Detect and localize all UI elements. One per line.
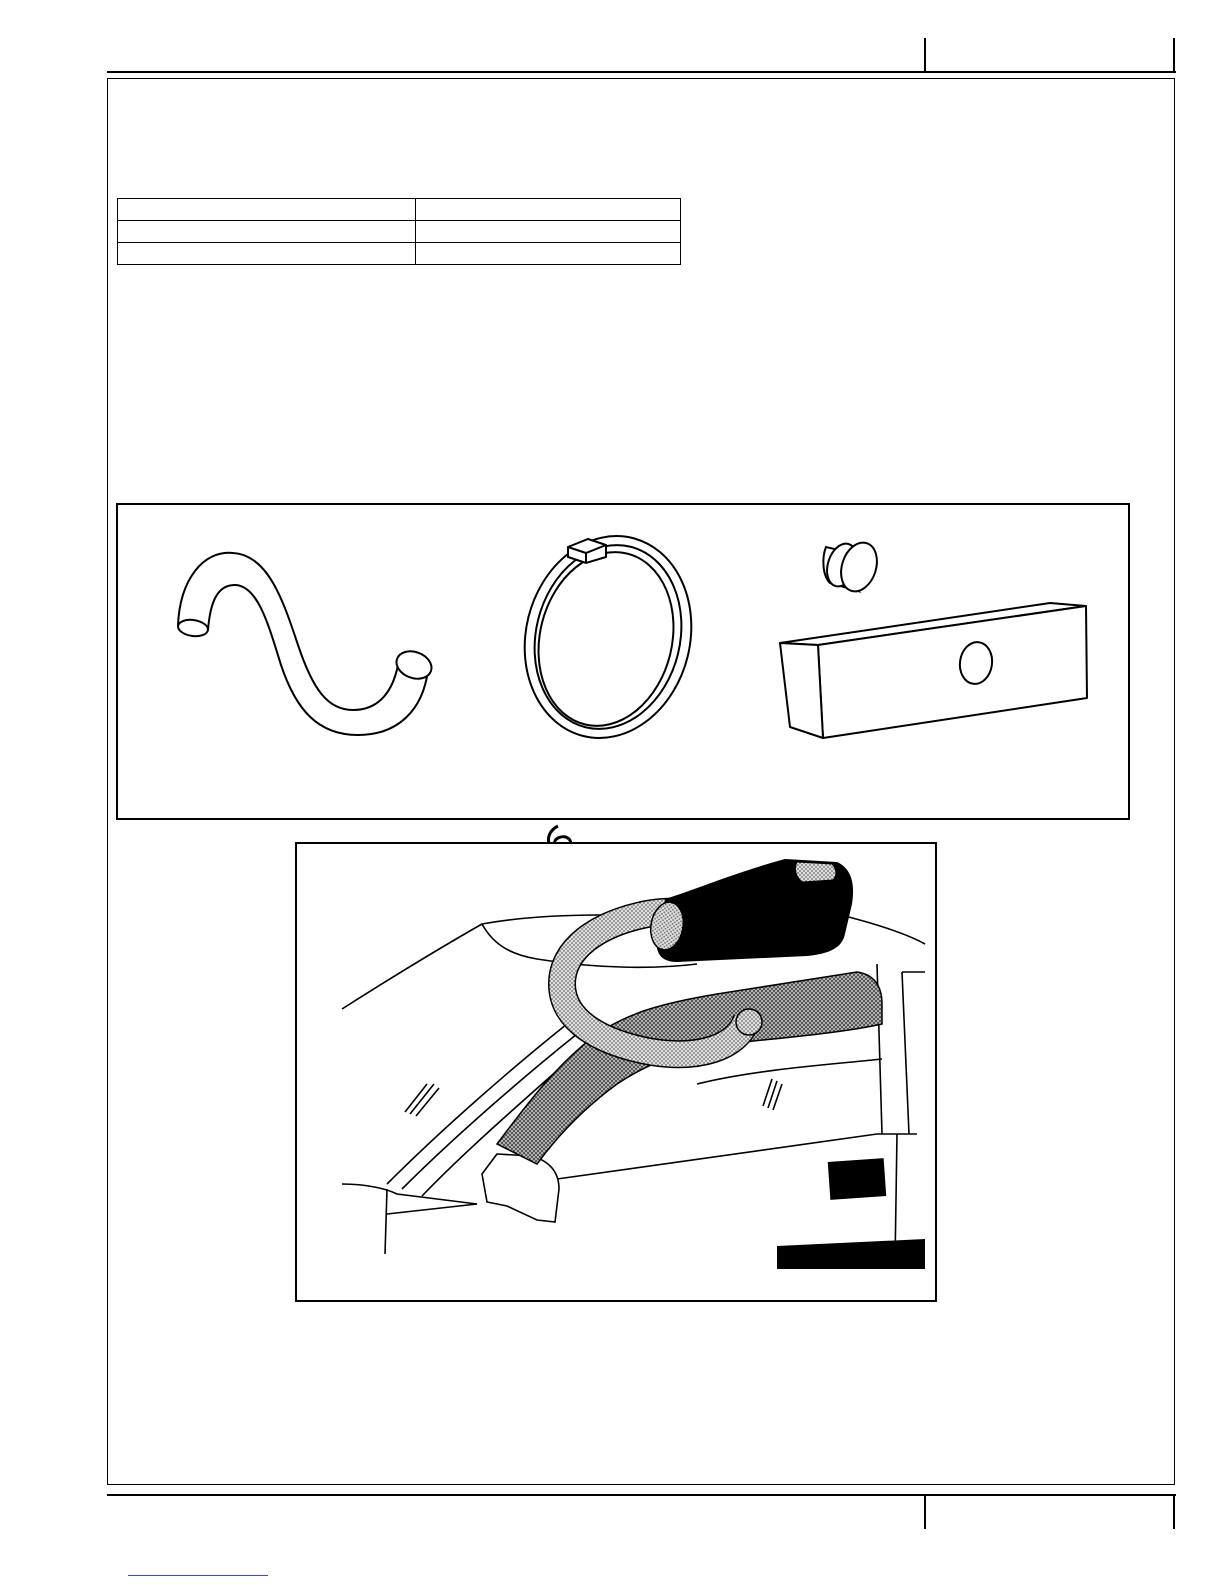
table-cell: [416, 221, 681, 243]
table-cell: [416, 199, 681, 221]
block-icon: [780, 603, 1087, 738]
table-cell: [416, 243, 681, 265]
footer-link[interactable]: [128, 1575, 268, 1576]
plug-icon: [822, 538, 883, 596]
table-row: [118, 221, 681, 243]
footer-rule: [107, 1494, 1176, 1496]
table-row: [118, 199, 681, 221]
table-cell: [118, 221, 416, 243]
hose-clamp-icon: [504, 518, 712, 756]
footer-divider: [924, 1495, 926, 1529]
hose-end: [736, 1009, 762, 1035]
header-rule: [107, 71, 1176, 73]
truck-cab-outline: [342, 914, 925, 1264]
table-row: [118, 243, 681, 265]
installation-figure: [295, 842, 937, 1302]
header-divider: [924, 38, 926, 72]
body-stripe: [777, 1239, 925, 1269]
intake-cap: [795, 862, 835, 882]
table-cell: [118, 243, 416, 265]
parts-figure: [116, 503, 1130, 820]
footer-right-edge: [1173, 1495, 1175, 1529]
spec-table: [117, 198, 681, 265]
table-cell: [118, 199, 416, 221]
door-panel: [828, 1158, 887, 1200]
header-right-edge: [1173, 38, 1175, 72]
hose-icon: [177, 553, 435, 735]
